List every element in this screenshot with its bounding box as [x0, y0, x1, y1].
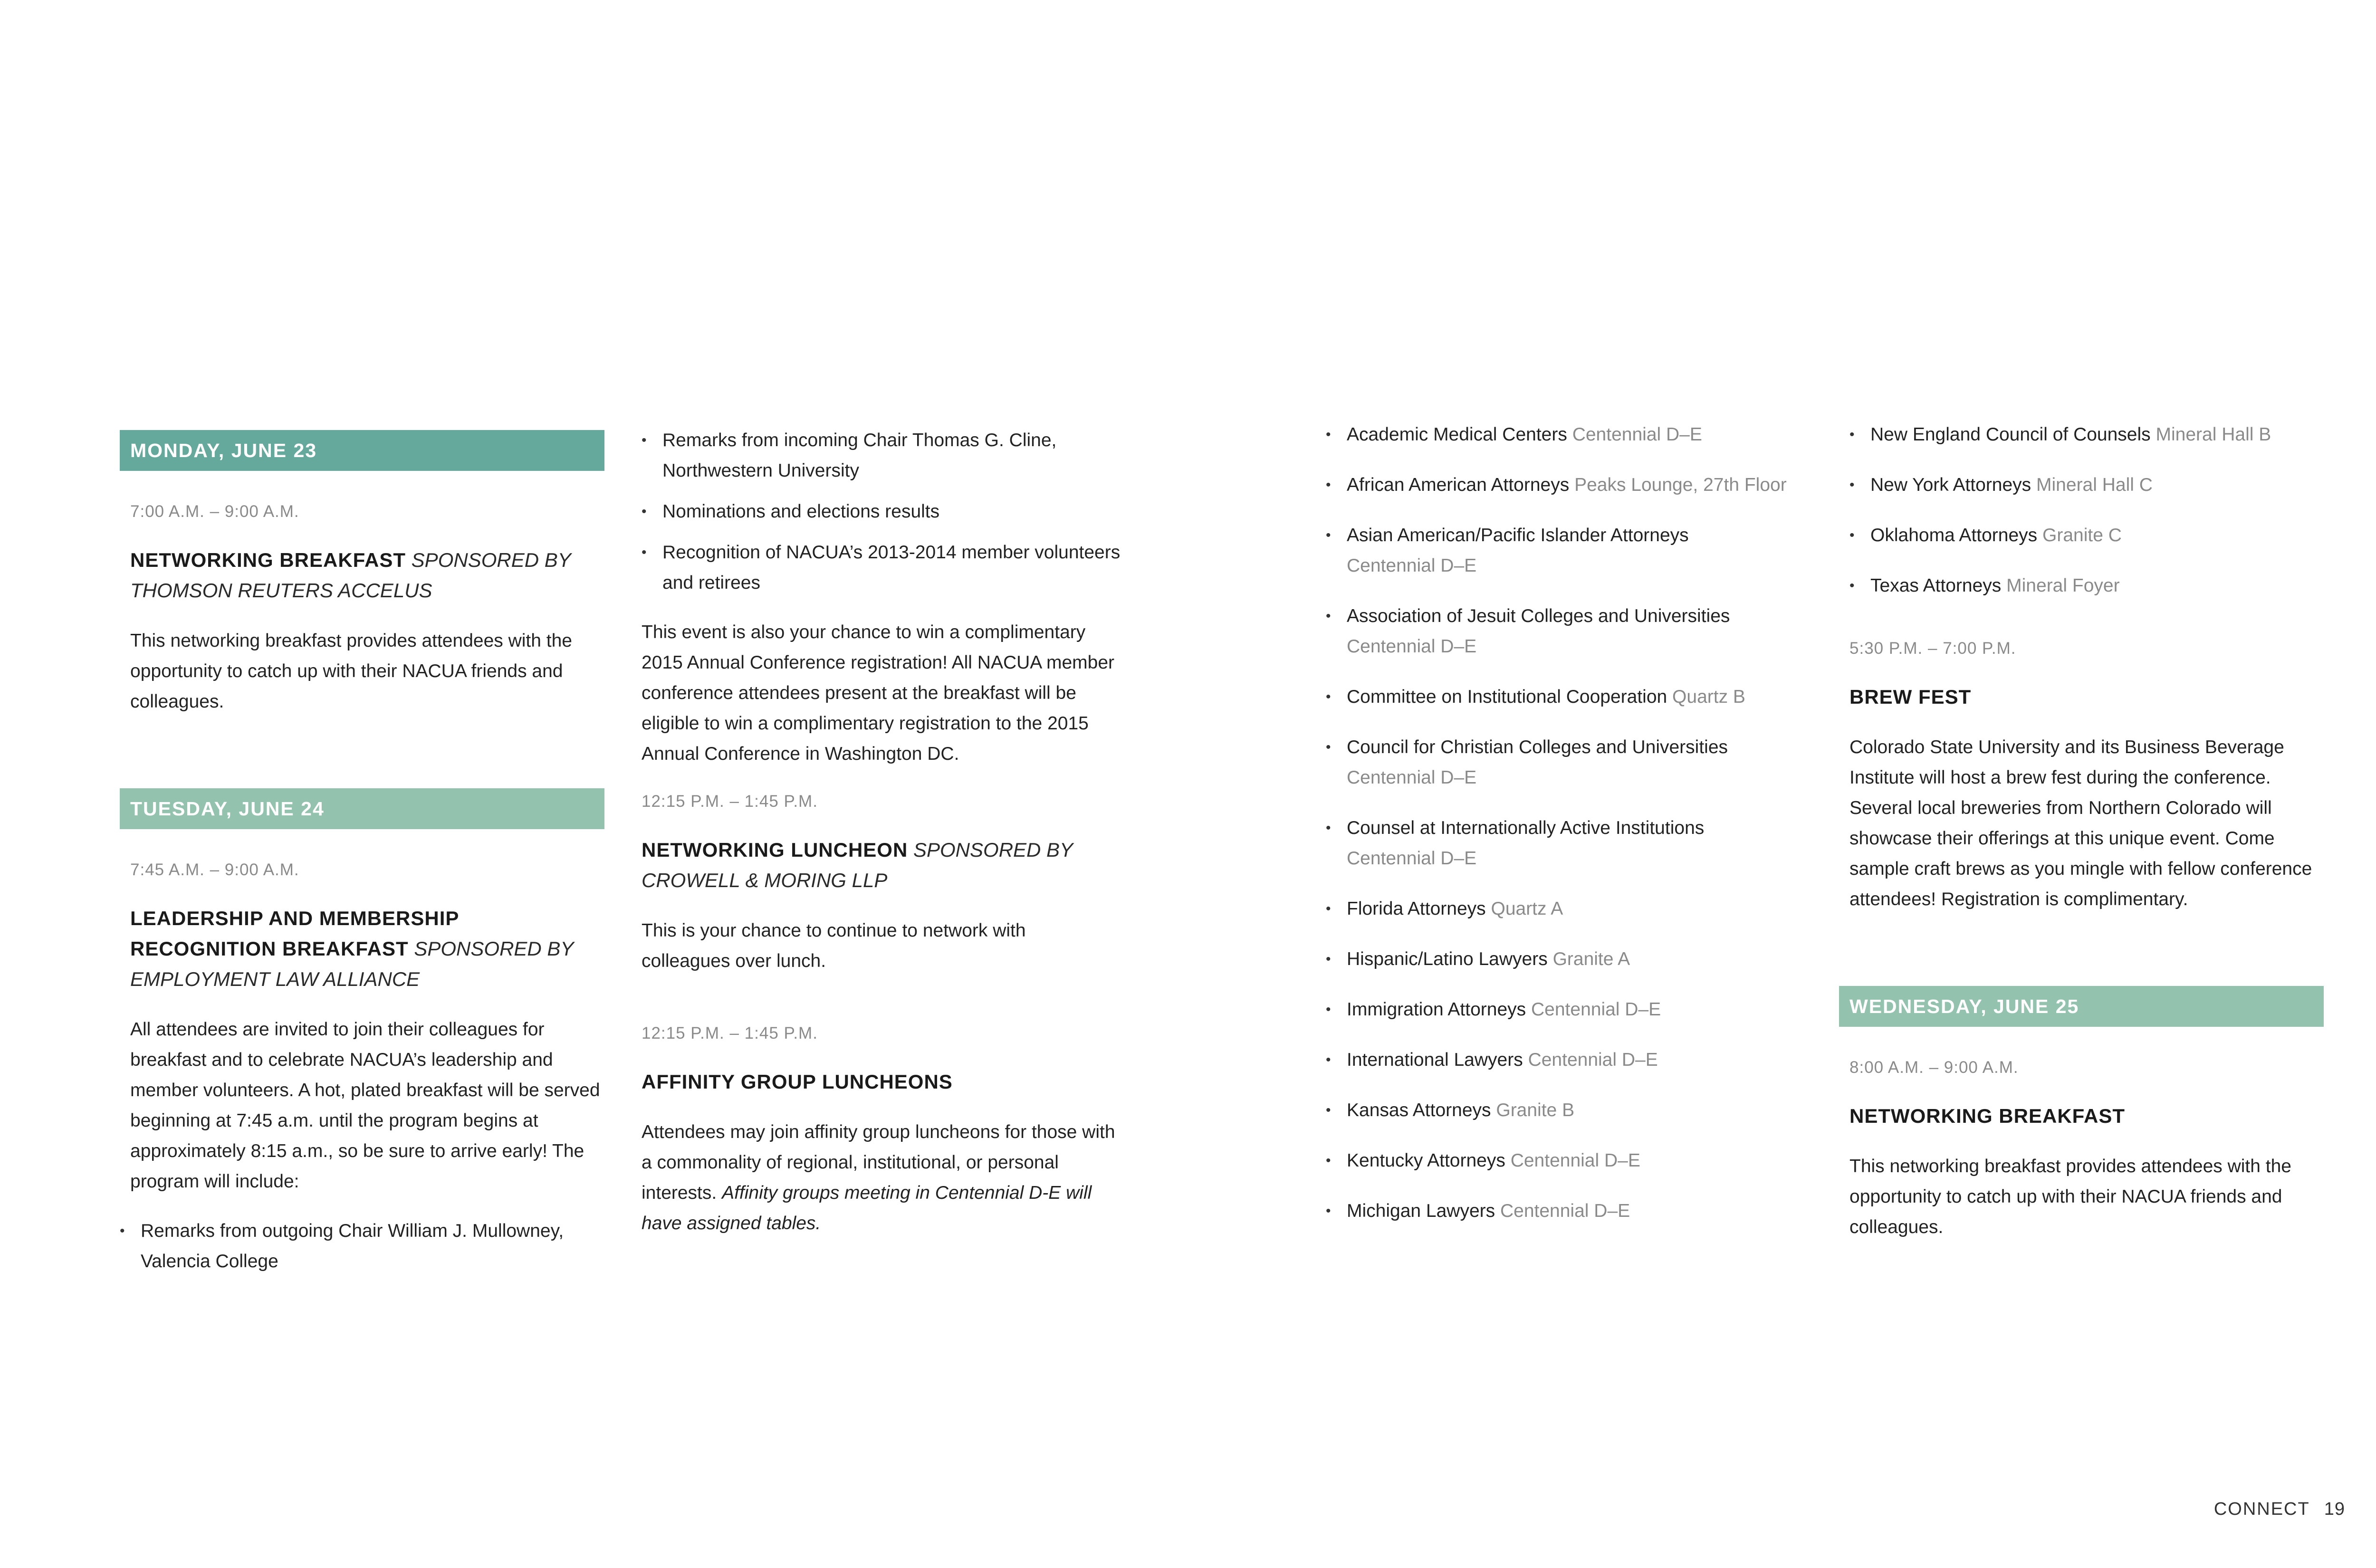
list-item [1849, 571, 2324, 601]
event-title [1849, 682, 2324, 712]
group-name: Texas Attorneys [1870, 575, 2002, 596]
affinity-group-list [1839, 420, 2324, 601]
list-item [1326, 994, 1811, 1025]
event-description: All attendees are invited to join their colleagues for breakfast and to celebrate NACUA’s leadership and member volunteers. A hot, plated breakfast will be served beginning at 7:45 a.m. until the program begins at approximately 8:15 a.m., so be sure to arrive early! The program will include: [130, 1019, 600, 1192]
event-title [1849, 1101, 2324, 1131]
group-name: Michigan Lawyers [1347, 1201, 1495, 1221]
group-location: Centennial D–E [1347, 848, 1477, 869]
day-header-monday: MONDAY, JUNE 23 [120, 430, 604, 471]
column-3 [1326, 424, 1811, 1246]
group-name: Kentucky Attorneys [1347, 1150, 1505, 1171]
list-item [1326, 944, 1811, 975]
raffle-paragraph: This event is also your chance to win a complimentary 2015 Annual Conference registration! All NACUA member conference attendees present at the breakfast will be eligible to win a complimentary registration to the 2015 Annual Conference in Washington DC. [642, 622, 1115, 764]
group-name: Academic Medical Centers [1347, 424, 1567, 445]
group-name: Asian American/Pacific Islander Attorneys [1347, 525, 1689, 545]
list-item [1326, 732, 1811, 793]
group-name: Counsel at Internationally Active Institutions [1347, 818, 1705, 838]
group-name: Oklahoma Attorneys [1870, 525, 2038, 545]
event-description: This networking breakfast provides attendees with the opportunity to catch up with their NACUA friends and colleagues. [130, 631, 573, 712]
list-item [1326, 894, 1811, 924]
group-name: Association of Jesuit Colleges and Universities [1347, 606, 1730, 626]
event-heading: NETWORKING LUNCHEON [642, 839, 908, 861]
section-name: CONNECT [2213, 1499, 2310, 1519]
list-item: • Nominations and elections results [642, 497, 1126, 527]
group-location: Granite A [1552, 949, 1630, 969]
list-item [1849, 420, 2324, 450]
event-time: 7:45 A.M. – 9:00 A.M. [130, 860, 299, 879]
group-location: Mineral Hall C [2036, 475, 2153, 495]
group-name: International Lawyers [1347, 1050, 1523, 1070]
event-sponsor: SPONSORED BY EMPLOYMENT LAW ALLIANCE [130, 937, 574, 990]
event-description [642, 1117, 1126, 1239]
event-time: 7:00 A.M. – 9:00 A.M. [130, 502, 299, 521]
group-location: Centennial D–E [1572, 424, 1702, 445]
list-item [1326, 420, 1811, 450]
group-location: Granite C [2042, 525, 2122, 545]
program-list [120, 1216, 604, 1277]
group-name: Hispanic/Latino Lawyers [1347, 949, 1548, 969]
event-sponsor: SPONSORED BY CROWELL & MORING LLP [642, 839, 1073, 891]
group-location: Granite B [1496, 1100, 1575, 1120]
event-heading: LEADERSHIP AND MEMBERSHIP RECOGNITION BREAKFAST [130, 907, 459, 960]
list-item [1849, 520, 2324, 551]
group-location: Mineral Foyer [2006, 575, 2120, 596]
list-item [1326, 1196, 1811, 1226]
group-location: Centennial D–E [1347, 636, 1477, 657]
group-location: Centennial D–E [1531, 999, 1661, 1020]
list-item [1326, 470, 1811, 500]
event-title [642, 835, 1126, 896]
event-title [130, 903, 604, 994]
column-1 [120, 430, 604, 1277]
page-footer [2214, 1499, 2345, 1520]
group-location: Centennial D–E [1347, 767, 1477, 788]
event-heading: NETWORKING BREAKFAST [1849, 1105, 2125, 1127]
event-description: This is your chance to continue to network with colleagues over lunch. [642, 920, 1026, 971]
event-sponsor: SPONSORED BY THOMSON REUTERS ACCELUS [130, 549, 571, 602]
event-description: Colorado State University and its Business Beverage Institute will host a brew fest during the conference. Several local breweries from Northern Colorado will showcase their offerings at this unique event. Come sample craft brews as you mingle with fellow conference attendees! Registration is complimentary. [1849, 737, 2312, 909]
description-text: Attendees may join affinity group luncheons for those with a commonality of regional, institutional, or personal interests. [642, 1122, 1115, 1203]
list-item [1326, 601, 1811, 662]
event-heading: BREW FEST [1849, 686, 1972, 708]
group-location: Mineral Hall B [2156, 424, 2271, 445]
list-item: • Remarks from outgoing Chair William J. Mullowney, Valencia College [120, 1216, 604, 1277]
event-heading: NETWORKING BREAKFAST [130, 549, 406, 571]
list-item [1326, 813, 1811, 874]
list-item [1326, 682, 1811, 712]
column-2 [642, 430, 1126, 1239]
group-location: Centennial D–E [1500, 1201, 1630, 1221]
event-time: 12:15 P.M. – 1:45 P.M. [642, 792, 818, 811]
list-item: • Remarks from incoming Chair Thomas G. Cline, Northwestern University [642, 425, 1126, 486]
event-heading: AFFINITY GROUP LUNCHEONS [642, 1071, 953, 1093]
program-list [642, 425, 1126, 598]
group-name: New England Council of Counsels [1870, 424, 2151, 445]
group-name: Florida Attorneys [1347, 899, 1486, 919]
list-item: • Recognition of NACUA’s 2013-2014 member volunteers and retirees [642, 537, 1126, 598]
list-item [1849, 470, 2324, 500]
list-item [1326, 520, 1811, 581]
group-location: Quartz A [1491, 899, 1563, 919]
page-number: 19 [2324, 1499, 2345, 1519]
group-name: Kansas Attorneys [1347, 1100, 1491, 1120]
group-location: Centennial D–E [1347, 555, 1477, 576]
event-description: This networking breakfast provides attendees with the opportunity to catch up with their NACUA friends and colleagues. [1849, 1156, 2292, 1237]
list-item [1326, 1095, 1811, 1126]
group-name: New York Attorneys [1870, 475, 2031, 495]
group-location: Centennial D–E [1528, 1050, 1658, 1070]
group-location: Quartz B [1672, 687, 1745, 707]
event-title [130, 545, 604, 606]
event-time: 8:00 A.M. – 9:00 A.M. [1849, 1058, 2019, 1077]
group-name: African American Attorneys [1347, 475, 1570, 495]
event-time: 12:15 P.M. – 1:45 P.M. [642, 1024, 818, 1042]
list-item [1326, 1146, 1811, 1176]
day-header-tuesday: TUESDAY, JUNE 24 [120, 788, 604, 829]
group-location: Centennial D–E [1510, 1150, 1640, 1171]
group-name: Council for Christian Colleges and Universities [1347, 737, 1728, 757]
description-note: Affinity groups meeting in Centennial D-E will have assigned tables. [642, 1183, 1092, 1233]
group-name: Committee on Institutional Cooperation [1347, 687, 1667, 707]
event-title [642, 1067, 1126, 1097]
group-name: Immigration Attorneys [1347, 999, 1526, 1020]
group-location: Peaks Lounge, 27th Floor [1574, 475, 1787, 495]
event-time: 5:30 P.M. – 7:00 P.M. [1849, 639, 2016, 658]
day-header-wednesday: WEDNESDAY, JUNE 25 [1839, 986, 2324, 1027]
list-item [1326, 1045, 1811, 1075]
column-4 [1839, 424, 2324, 1243]
affinity-group-list [1326, 420, 1811, 1226]
